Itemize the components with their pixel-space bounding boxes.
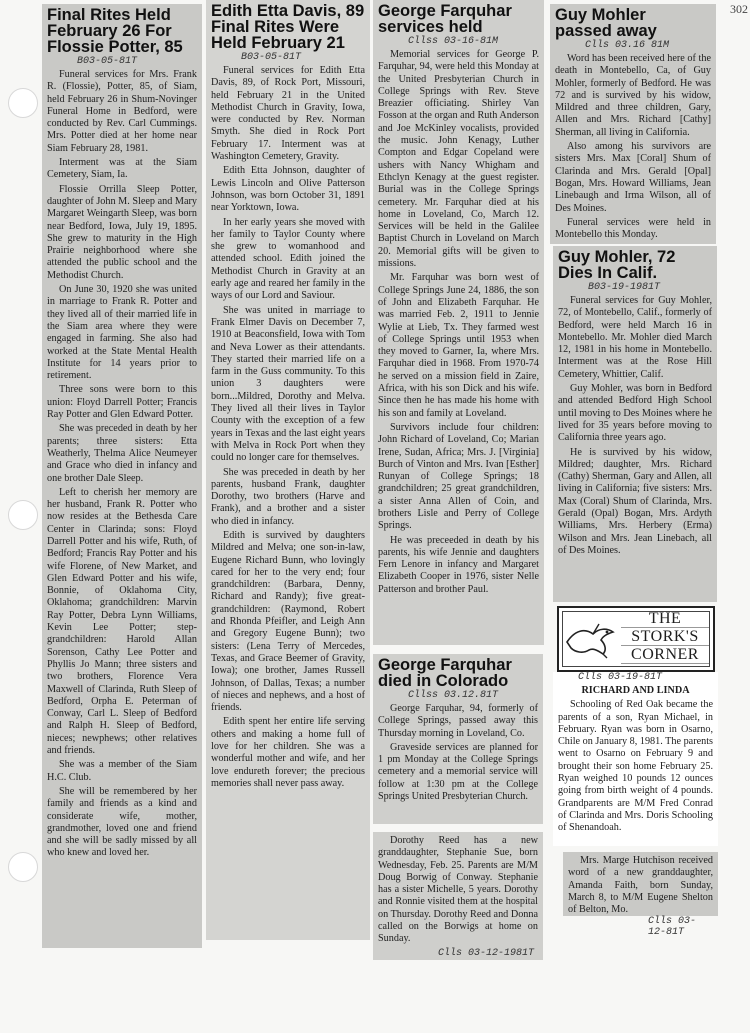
article-paragraph: Funeral services for Guy Mohler, 72, of Montebello, Calif., formerly of Bedford, were held March 16 in Montebello. Mr. Mohler died March 12, 1981 in his home in Montebello. Interment was at the Rose Hill Cemetery, Whittier, Calif. <box>558 295 712 380</box>
headline <box>558 249 712 281</box>
article-paragraph: She was a member of the Siam H.C. Club. <box>47 759 197 783</box>
headline-line: passed away <box>555 22 657 40</box>
article-paragraph: Edith Etta Johnson, daughter of Lewis Lincoln and Olive Patterson Johnson, was born October 31, 1891 near Yorktown, Iowa. <box>211 165 365 214</box>
headline-line: died in Colorado <box>378 672 509 690</box>
headline <box>47 7 197 55</box>
binder-hole <box>8 88 38 118</box>
article-farquhar-services <box>373 0 544 645</box>
article-paragraph: Funeral services for Mrs. Frank R. (Flossie), Potter, 85, of Siam, held February 26 in Shum-Novinger Funeral Home in Bedford, were conducted by Rev. Carl Cummings. Mrs. Potter died at her home near Siam February 28, 1981. <box>47 69 197 154</box>
handwritten-note: Cllss 03.12.81T <box>408 690 499 701</box>
headline-line: February 26 For <box>47 22 172 40</box>
handwritten-note: B03-05-81T <box>241 52 302 63</box>
article-paragraph: Edith spent her entire life serving others and making a home full of love for her children. She was a wonderful mother and wife, and her love endureth forever; the precious memories shall never pass away. <box>211 716 365 789</box>
handwritten-note: B03-05-81T <box>77 56 138 67</box>
article-paragraph: In her early years she moved with her family to Taylor County where she grew to womanhood and attended school. Edith joined the Methodist Church in Gravity at an early age and reared her family in the ways of our Lord and Saviour. <box>211 216 365 302</box>
article-mohler-passed <box>550 4 716 244</box>
article-paragraph: He is survived by his widow, Mildred; daughter, Mrs. Richard (Cathy) Sherman, Gary and Allen, all living in California; five sisters: Mrs. Max (Coral) Shum of Clarinda, Mrs. Gerald (Opal) Bogan, Mrs. Ardyth Williams, Mrs. Herbery (Erma) Wilson and Mrs. Jean Linebach, all of Des Moines. <box>558 446 712 556</box>
article-paragraph: Guy Mohler, was born in Bedford and attended Bedford High School until moving to Des Moines where he lived for 35 years before moving to California three years ago. <box>558 383 712 444</box>
storks-corner-logo <box>557 606 715 672</box>
headline <box>378 657 538 689</box>
article-farquhar-died <box>373 654 543 824</box>
headline-line: Guy Mohler <box>555 6 646 24</box>
article-paragraph: Dorothy Reed has a new granddaughter, Stephanie Sue, born Wednesday, Feb. 25. Parents are M/M Doug Borwig of Conway. Stephanie has a sister Michelle, 5 years. Dorothy and Ronnie visited them at the hospital on Thursday. Dorothy Reed and Donna called on the Borwigs at home on Sunday. <box>378 835 538 945</box>
headline-line: Guy Mohler, 72 <box>558 248 676 266</box>
article-mohler-dies <box>553 246 717 602</box>
headline-line: Held February 21 <box>211 34 345 52</box>
headline <box>211 3 365 51</box>
article-paragraph: Word has been received here of the death in Montebello, Ca, of Guy Mohler, formerly of Bedford. He was 72 and is survived by his widow, Mildred and three children, Gary, Allen and Mrs. Richard [Cathy] Sherman, all living in California. <box>555 53 711 138</box>
headline-line: Flossie Potter, 85 <box>47 38 183 56</box>
article-paragraph: Graveside services are planned for 1 pm Monday at the College Springs cemetery and a memorial service will follow at 1:30 pm at the College Springs United Presbyterian Church. <box>378 741 538 803</box>
article-paragraph: He was preceeded in death by his parents, his wife Jennie and daughters Fern Lenore in infancy and Margaret Elizabeth Cooper in 1976, sister Nelle Patterson and brother Paul. <box>378 534 539 595</box>
article-paragraph: On June 30, 1920 she was united in marriage to Frank R. Potter and they lived all of their married life in the Siam area where they were engaged in farming. She also had worked at the State Mental Health Institute for 14 years prior to retirement. <box>47 284 197 382</box>
article-paragraph: Edith is survived by daughters Mildred and Melva; one son-in-law, Eugene Richard Bunn, who lovingly cared for her to the very end; four grandchildren: (Barbara, Denny, Richard and Randy); five great-grandchildren: (Raymond, Robert and Rhonda Pfeifler, and Leigh Ann and Gregory Eugene Bunn); two sisters: (Lena Terry of Mercedes, Texas, and Grace Beemer of Gravity, Iowa); one brother, James Russell Johnson, of Dallas, Texas; a number of nieces and nephews, and a host of friends. <box>211 529 365 714</box>
handwritten-note: Clls 03-12-81T <box>648 916 697 939</box>
headline-line: services held <box>378 18 483 36</box>
article-paragraph: Funeral services were held in Montebello this Monday. <box>555 216 711 241</box>
headline-line: Final Rites Held <box>47 6 171 24</box>
handwritten-note: Clls 03-19-81T <box>578 672 663 683</box>
article-paragraph: Memorial services for George P. Farquhar, 94, were held this Monday at the United Presbyterian Church in College Springs with Rev. Steve Breazier officiating. Shirley Van Fosson at the organ and Ruth Anderson and Joe McKinley vocalists, provided the music. John Kenagy, Luther Compton and Edgar Copeland were ushers with Nancy Whigham and Ethclyn Kenagy at the guest register. Burial was in the College Springs cemetery. Mr. Farquhar died at his home in Loveland, Co, March 12. Services will be held in the Galilee Baptist Church in Loveland on March 20. Memorial gifts will be given to missions. <box>378 49 539 270</box>
page-number: 302 <box>730 2 748 16</box>
article-paragraph: Left to cherish her memory are her husband, Frank R. Potter who now resides at the Bethesda Care Center in Clarinda; sons: Floyd Darrell Potter and his wife, Ruth, of Bedford; Francis Ray Potter and his wife Florene, of New Market, and Glen Edward Potter and his wife, Bonnie, of Oklahoma City, Oklahoma; grandchildren: Marvin Ray Potter, Debra Lynn Williams, Kevin Lee Potter; step-grandchildren: Harold Allan Sorenson, Cathy Lee Potter and Phyllis Jo Mann; three sisters and two brothers, Florence Vera Maxwell of Clarinda, Ruth Sleep of Bedford, Orpha E. Peterman of Conway, Carl L. Sleep of Bedford and Ralph H. Sleep of Bedford, nieces; newphews; other relatives and friends. <box>47 486 197 757</box>
article-paragraph: Funeral services for Edith Etta Davis, 89, of Rock Port, Missouri, held February 21 in the United Methodist Church in Gravity, Iowa, were conducted by Rev. Norman Smyth. She died in Rock Port February 17. Interment was at Washington Cemetery, Gravity. <box>211 65 365 163</box>
article-paragraph: She was preceded in death by her parents, husband Frank, daughter Dorothy, two brothers (Harve and Frank), and a brother and a sister who died in infancy. <box>211 466 365 527</box>
article-paragraph: She was united in marriage to Frank Elmer Davis on December 7, 1910 at Beaconsfield, Iowa with Tom and Neva Lower as their attendants. They started their married life on a farm in the Guss community. To this union 3 daughters were born...Mildred, Dorothy and Melva. They lived all their lives in Taylor County with the exception of a few years in Texas and the last eight years with Melva in Rock Port when they could no longer care for themselves. <box>211 304 365 464</box>
article-hutchison <box>563 852 718 939</box>
stork-icon <box>563 620 617 660</box>
article-paragraph: Interment was at the Siam Cemetery, Siam, Ia. <box>47 157 197 181</box>
headline <box>378 3 539 35</box>
article-potter <box>42 4 202 948</box>
article-paragraph: Schooling of Red Oak became the parents of a son, Ryan Michael, in February. Ryan was born in Osarno, Chile on January 8, 1981. The parents went to Osarno on February 9 and brought their son home February 25. Ryan weighed 10 pounds 12 ounces going from birth weight of 4 pounds. Grandparents are M/M Fred Conrad of Clarinda and Mrs. Doris Schooling of Shenandoah. <box>558 699 713 834</box>
headline-line: THE <box>621 610 709 628</box>
headline-line: George Farquhar <box>378 2 512 20</box>
handwritten-note: B03-19-1981T <box>588 282 661 293</box>
headline-line: Edith Etta Davis, 89 <box>211 2 365 20</box>
article-paragraph: Survivors include four children: John Richard of Loveland, Co; Marian Irene, Sudan, Africa; Mrs. J. [Virginia] Burch of Vinton and Mrs. Ivan [Esther] Runyan of College Springs; 18 grandchildren; 25 great grandchildren, a sister Anna Allen of Coin, and brothers Lisle and Perry of College Springs. <box>378 421 539 532</box>
binder-hole <box>8 500 38 530</box>
article-paragraph: Mrs. Marge Hutchison received word of a new granddaughter, Amanda Faith, born Sunday, March 8, to M/M Eugene Shelton of Belton, Mo. <box>568 855 713 916</box>
article-paragraph: George Farquhar, 94, formerly of College Springs, passed away this Thursday morning in Loveland, Co. <box>378 703 538 739</box>
article-reed <box>373 832 543 960</box>
binder-hole <box>8 852 38 882</box>
announcement-lead: RICHARD AND LINDA <box>581 685 690 696</box>
article-paragraph: She will be remembered by her family and friends as a kind and considerate wife, mother, grandmother, loved one and friend and she will be sadly missed by all who knew and loved her. <box>47 785 197 859</box>
article-stork-corner <box>553 672 718 846</box>
handwritten-note: Clls 03.16 81M <box>585 40 670 51</box>
article-paragraph: Flossie Orrilla Sleep Potter, daughter of John M. Sleep and Mary Margaret Weingarth Sleep, was born near Bedford, Iowa, July 19, 1895. She grew to maturity in the High Prairie neighborhood where she attended the public school and the Methodist Church. <box>47 183 197 281</box>
headline-line: CORNER <box>621 646 709 664</box>
article-davis <box>206 0 370 940</box>
headline-line: George Farquhar <box>378 656 512 674</box>
article-paragraph: She was preceded in death by her parents; three sisters: Etta Weatherly, Thelma Alice Neumeyer and Grace who died in infancy and one brother Dale Sleep. <box>47 423 197 484</box>
headline-line: Dies In Calif. <box>558 264 658 282</box>
handwritten-note: Clls 03-12-1981T <box>438 947 535 959</box>
headline-line: Final Rites Were <box>211 18 340 36</box>
article-paragraph: Mr. Farquhar was born west of College Springs June 24, 1886, the son of John and Elizabeth Farquhar. He was married Feb. 2, 1911 to Jennie Wylie at Lieb, Tx. They farmed west of College Springs until 1953 when they moved to Garner, Ia, where Mrs. Farquhar died in 1968. From 1970-74 he served on a mission field in Zaire, Africa, with his son Dick and his wife. Since then he has made his home with his son and family at Loveland. <box>378 272 539 419</box>
storks-corner-title <box>621 610 709 664</box>
handwritten-note: Cllss 03-16-81M <box>408 36 499 47</box>
headline-line: STORK'S <box>621 628 709 646</box>
article-paragraph: Three sons were born to this union: Floyd Darrell Potter; Francis Ray Potter and Glen Edward Potter. <box>47 384 197 421</box>
headline <box>555 7 711 39</box>
article-paragraph: Also among his survivors are sisters Mrs. Max [Coral] Shum of Clarinda and Mrs. Gerald [Opal] Bogan, Mrs. Howard Williams, Jean Linebaugh and Irma Wilson, all of Des Moines. <box>555 141 711 214</box>
